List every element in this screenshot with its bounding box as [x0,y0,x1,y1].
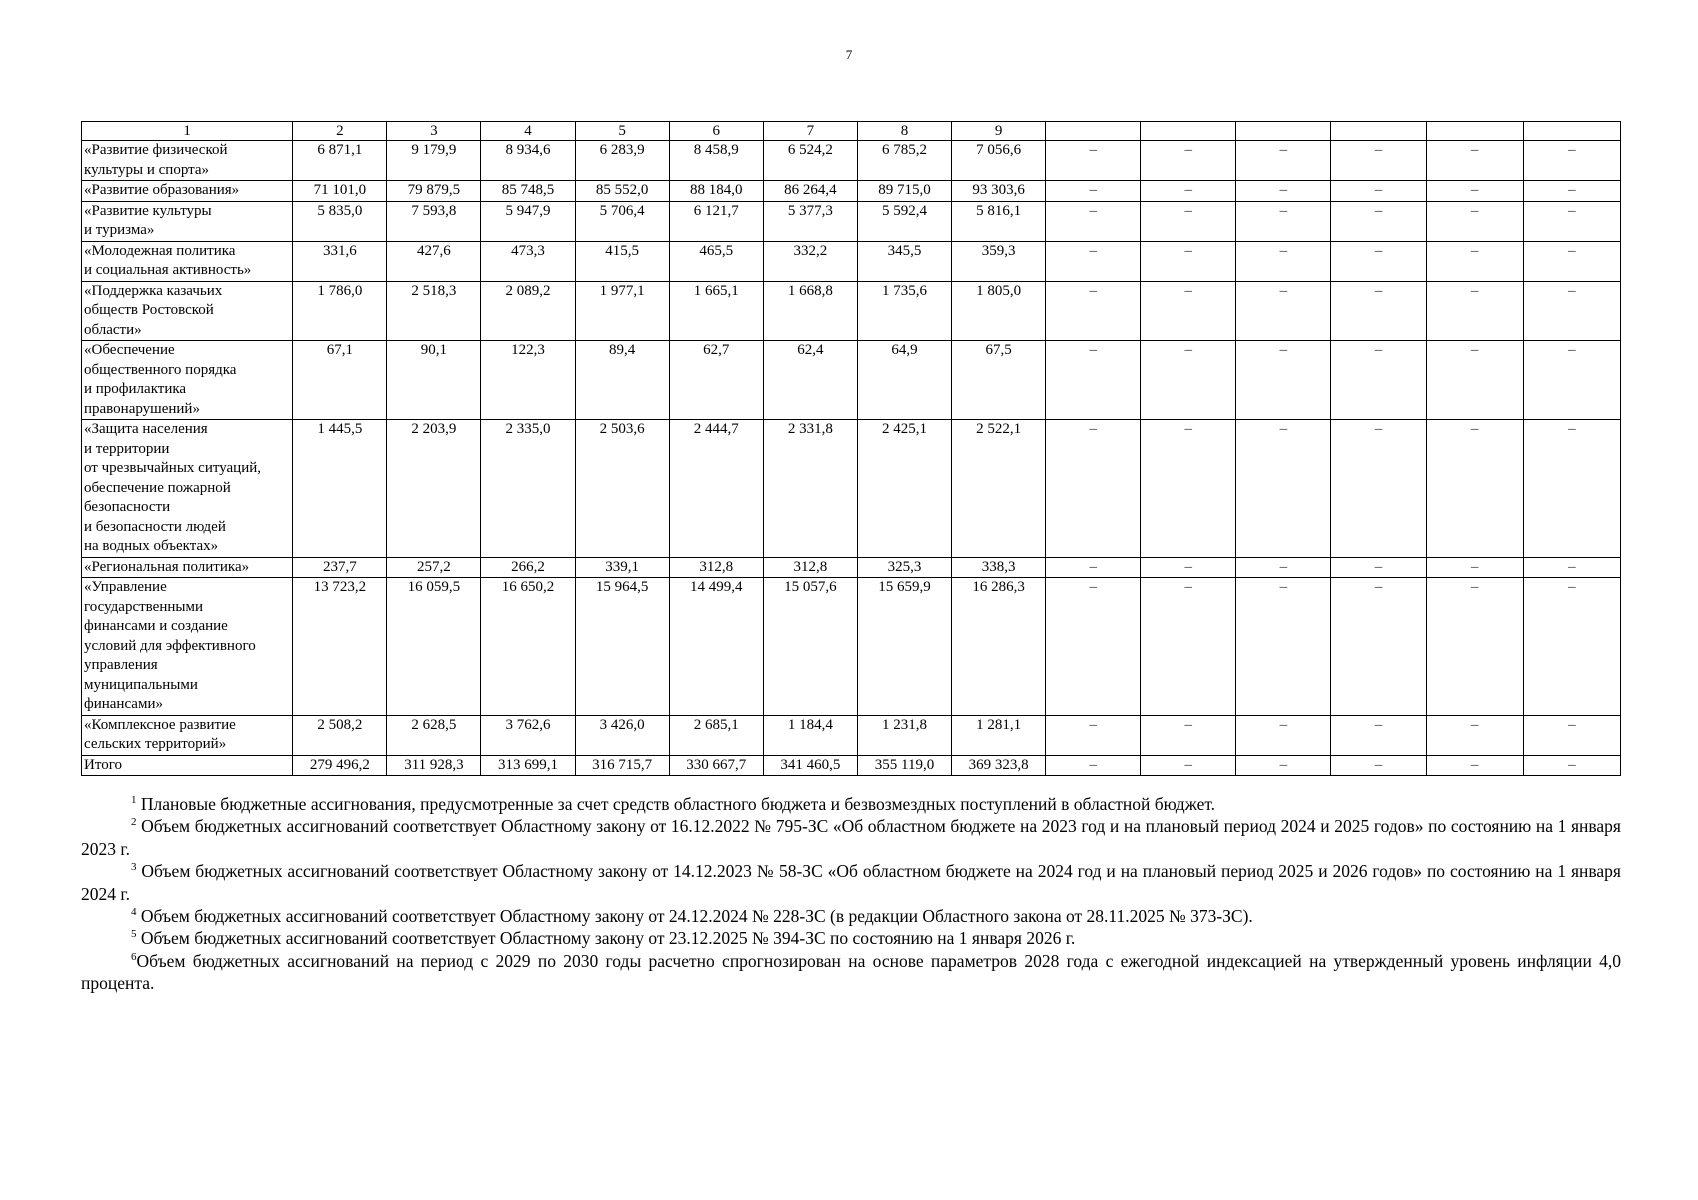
dash-cell: – [1046,181,1141,202]
dash-cell: – [1523,281,1620,341]
program-name-cell [82,755,293,776]
value-cell: 62,4 [763,341,857,420]
value-cell: 311 928,3 [387,755,481,776]
value-cell: 2 425,1 [857,420,951,558]
dash-cell: – [1426,715,1523,755]
dash-cell: – [1141,141,1236,181]
value-cell: 1 735,6 [857,281,951,341]
value-cell: 16 059,5 [387,578,481,716]
dash-cell: – [1141,181,1236,202]
dash-cell: – [1236,715,1331,755]
dash-cell: – [1046,241,1141,281]
column-header [1426,122,1523,141]
value-cell: 1 231,8 [857,715,951,755]
dash-cell: – [1331,715,1426,755]
value-cell: 5 816,1 [952,201,1046,241]
dash-cell: – [1523,341,1620,420]
program-name-line: муниципальными [84,676,198,693]
value-cell: 2 203,9 [387,420,481,558]
budget-table [81,121,1621,776]
dash-cell: – [1236,341,1331,420]
program-name-line: «Молодежная политика [84,242,236,259]
value-cell: 6 785,2 [857,141,951,181]
value-cell: 86 264,4 [763,181,857,202]
program-name-line: и туризма» [84,222,155,238]
program-name-cell [82,715,293,755]
value-cell: 331,6 [293,241,387,281]
dash-cell: – [1331,341,1426,420]
dash-cell: – [1523,755,1620,776]
value-cell: 89,4 [575,341,669,420]
column-header: 5 [575,122,669,141]
footnote [81,815,1621,860]
value-cell: 338,3 [952,557,1046,578]
program-name-line: государственными [84,598,203,615]
column-header [1046,122,1141,141]
dash-cell: – [1331,141,1426,181]
column-header: 8 [857,122,951,141]
dash-cell: – [1046,578,1141,716]
dash-cell: – [1236,181,1331,202]
value-cell: 359,3 [952,241,1046,281]
value-cell: 1 977,1 [575,281,669,341]
program-name-line: от чрезвычайных ситуаций, [84,460,261,476]
value-cell: 312,8 [763,557,857,578]
column-header [1523,122,1620,141]
value-cell: 2 503,6 [575,420,669,558]
value-cell: 79 879,5 [387,181,481,202]
value-cell: 427,6 [387,241,481,281]
value-cell: 122,3 [481,341,575,420]
table-row [82,715,1621,755]
dash-cell: – [1331,181,1426,202]
program-name-line: и профилактика [84,381,187,397]
dash-cell: – [1523,420,1620,558]
dash-cell: – [1426,141,1523,181]
value-cell: 1 786,0 [293,281,387,341]
table-row [82,201,1621,241]
value-cell: 5 835,0 [293,201,387,241]
value-cell: 330 667,7 [669,755,763,776]
value-cell: 1 445,5 [293,420,387,558]
value-cell: 465,5 [669,241,763,281]
value-cell: 1 805,0 [952,281,1046,341]
program-name-line: области» [84,321,142,338]
program-name-line: общественного порядка [84,361,237,378]
value-cell: 14 499,4 [669,578,763,716]
footnote-text: Объем бюджетных ассигнований соответствует Областному закону от 14.12.2023 № 58-ЗС «Об областном бюджете на 2024 год и на плановый период 2025 и 2026 годов» по состоянию на 1 января 2024 г. [81,861,1621,904]
table-header-row [82,122,1621,141]
footnote [81,793,1621,815]
dash-cell: – [1523,201,1620,241]
dash-cell: – [1236,578,1331,716]
value-cell: 15 659,9 [857,578,951,716]
value-cell: 15 964,5 [575,578,669,716]
value-cell: 2 508,2 [293,715,387,755]
footnote-mark: 3 [131,861,137,874]
dash-cell: – [1426,557,1523,578]
column-header: 6 [669,122,763,141]
program-name-line: культуры и спорта» [84,161,210,178]
footnote-mark: 5 [131,928,137,941]
value-cell: 16 650,2 [481,578,575,716]
table-body [82,122,1621,776]
dash-cell: – [1426,420,1523,558]
program-name-line: безопасности [84,499,171,515]
value-cell: 2 685,1 [669,715,763,755]
value-cell: 9 179,9 [387,141,481,181]
value-cell: 6 524,2 [763,141,857,181]
footnote-text: Объем бюджетных ассигнований соответствует Областному закону от 24.12.2024 № 228-ЗС (в редакции Областного закона от 28.11.2025 № 373-ЗС). [136,906,1253,927]
value-cell: 93 303,6 [952,181,1046,202]
dash-cell: – [1046,281,1141,341]
program-name-line: «Управление [84,579,167,595]
program-name-line: и территории [84,440,170,457]
value-cell: 415,5 [575,241,669,281]
value-cell: 8 934,6 [481,141,575,181]
program-name-line: правонарушений» [84,400,200,417]
table-row [82,141,1621,181]
dash-cell: – [1141,420,1236,558]
table-row [82,557,1621,578]
footnote-mark: 6 [131,951,137,964]
program-name-line: «Комплексное развитие [84,716,236,733]
value-cell: 1 281,1 [952,715,1046,755]
value-cell: 6 283,9 [575,141,669,181]
value-cell: 5 706,4 [575,201,669,241]
column-header: 7 [763,122,857,141]
dash-cell: – [1331,557,1426,578]
value-cell: 257,2 [387,557,481,578]
program-name-line: и социальная активность» [84,262,252,278]
value-cell: 85 552,0 [575,181,669,202]
value-cell: 2 331,8 [763,420,857,558]
table-row [82,755,1621,776]
program-name-line: «Региональная политика» [84,558,250,575]
program-name-cell [82,557,293,578]
dash-cell: – [1046,420,1141,558]
footnote [81,927,1621,949]
dash-cell: – [1523,141,1620,181]
footnote [81,950,1621,995]
dash-cell: – [1331,201,1426,241]
table-row [82,241,1621,281]
column-header [1331,122,1426,141]
dash-cell: – [1141,281,1236,341]
value-cell: 313 699,1 [481,755,575,776]
program-name-line: обществ Ростовской [84,302,214,318]
dash-cell: – [1141,241,1236,281]
value-cell: 5 592,4 [857,201,951,241]
program-name-cell [82,181,293,202]
footnote-text: Плановые бюджетные ассигнования, предусмотренные за счет средств областного бюджета и безвозмездных поступлений в областной бюджет. [136,794,1216,814]
value-cell: 316 715,7 [575,755,669,776]
dash-cell: – [1426,201,1523,241]
dash-cell: – [1426,341,1523,420]
program-name-line: «Защита населения [84,421,208,437]
value-cell: 7 593,8 [387,201,481,241]
dash-cell: – [1236,141,1331,181]
value-cell: 237,7 [293,557,387,578]
value-cell: 67,5 [952,341,1046,420]
program-name-line: финансами и создание [84,618,228,634]
value-cell: 16 286,3 [952,578,1046,716]
program-name-cell [82,241,293,281]
dash-cell: – [1523,557,1620,578]
value-cell: 1 665,1 [669,281,763,341]
value-cell: 7 056,6 [952,141,1046,181]
column-header: 2 [293,122,387,141]
value-cell: 2 522,1 [952,420,1046,558]
value-cell: 64,9 [857,341,951,420]
value-cell: 2 628,5 [387,715,481,755]
column-header: 1 [82,122,293,141]
value-cell: 15 057,6 [763,578,857,716]
column-header [1236,122,1331,141]
dash-cell: – [1523,578,1620,716]
dash-cell: – [1046,141,1141,181]
dash-cell: – [1236,241,1331,281]
value-cell: 2 089,2 [481,281,575,341]
program-name-line: «Развитие физической [84,142,228,158]
dash-cell: – [1523,181,1620,202]
value-cell: 90,1 [387,341,481,420]
value-cell: 473,3 [481,241,575,281]
value-cell: 345,5 [857,241,951,281]
program-name-cell [82,420,293,558]
dash-cell: – [1426,241,1523,281]
program-name-cell [82,281,293,341]
footnote-text: Объем бюджетных ассигнований на период с 2029 по 2030 годы расчетно спрогнозирован на основе параметров 2028 года с ежегодной индексацией на утвержденный уровень инфляции 4,0 процента. [81,950,1621,994]
program-name-line: управления [84,657,158,673]
column-header: 4 [481,122,575,141]
value-cell: 3 426,0 [575,715,669,755]
dash-cell: – [1331,241,1426,281]
dash-cell: – [1523,241,1620,281]
value-cell: 85 748,5 [481,181,575,202]
value-cell: 88 184,0 [669,181,763,202]
program-name-line: «Поддержка казачьих [84,282,223,299]
value-cell: 341 460,5 [763,755,857,776]
value-cell: 2 444,7 [669,420,763,558]
program-name-cell [82,141,293,181]
footnote-text: Объем бюджетных ассигнований соответствует Областному закону от 16.12.2022 № 795-ЗС «Об областном бюджете на 2023 год и на плановый период 2024 и 2025 годов» по состоянию на 1 января 2023 г. [81,816,1621,859]
dash-cell: – [1141,557,1236,578]
program-name-line: обеспечение пожарной [84,479,231,496]
value-cell: 8 458,9 [669,141,763,181]
footnote-mark: 4 [131,906,137,919]
value-cell: 3 762,6 [481,715,575,755]
program-name-line: финансами» [84,696,163,712]
program-name-line: «Развитие культуры [84,202,212,219]
program-name-cell [82,578,293,716]
value-cell: 71 101,0 [293,181,387,202]
page-number: 7 [845,47,853,62]
dash-cell: – [1046,557,1141,578]
program-name-line: на водных объектах» [84,538,219,554]
value-cell: 67,1 [293,341,387,420]
dash-cell: – [1331,755,1426,776]
table-row [82,420,1621,558]
value-cell: 89 715,0 [857,181,951,202]
dash-cell: – [1426,755,1523,776]
value-cell: 1 668,8 [763,281,857,341]
value-cell: 2 518,3 [387,281,481,341]
value-cell: 6 121,7 [669,201,763,241]
dash-cell: – [1046,201,1141,241]
value-cell: 5 377,3 [763,201,857,241]
dash-cell: – [1046,715,1141,755]
dash-cell: – [1236,420,1331,558]
value-cell: 279 496,2 [293,755,387,776]
value-cell: 5 947,9 [481,201,575,241]
dash-cell: – [1141,715,1236,755]
value-cell: 1 184,4 [763,715,857,755]
footnote [81,860,1621,905]
footnote-text: Объем бюджетных ассигнований соответствует Областному закону от 23.12.2025 № 394-ЗС по состоянию на 1 января 2026 г. [136,928,1076,949]
value-cell: 339,1 [575,557,669,578]
program-name-cell [82,201,293,241]
column-header: 9 [952,122,1046,141]
column-header [1141,122,1236,141]
dash-cell: – [1141,201,1236,241]
footnote [81,905,1621,927]
footnote-mark: 2 [131,816,137,829]
dash-cell: – [1331,420,1426,558]
dash-cell: – [1046,341,1141,420]
dash-cell: – [1046,755,1141,776]
value-cell: 13 723,2 [293,578,387,716]
value-cell: 355 119,0 [857,755,951,776]
value-cell: 62,7 [669,341,763,420]
program-name-line: «Развитие образования» [84,182,240,198]
dash-cell: – [1331,578,1426,716]
value-cell: 325,3 [857,557,951,578]
dash-cell: – [1141,341,1236,420]
table-row [82,341,1621,420]
value-cell: 2 335,0 [481,420,575,558]
dash-cell: – [1331,281,1426,341]
footnotes [81,793,1621,995]
footnote-mark: 1 [131,794,137,807]
dash-cell: – [1426,181,1523,202]
table-row [82,281,1621,341]
dash-cell: – [1236,201,1331,241]
dash-cell: – [1141,578,1236,716]
value-cell: 369 323,8 [952,755,1046,776]
dash-cell: – [1426,281,1523,341]
program-name-line: «Обеспечение [84,342,175,358]
value-cell: 6 871,1 [293,141,387,181]
program-name-line: сельских территорий» [84,736,227,752]
dash-cell: – [1236,755,1331,776]
dash-cell: – [1523,715,1620,755]
program-name-line: и безопасности людей [84,518,226,535]
dash-cell: – [1236,281,1331,341]
value-cell: 312,8 [669,557,763,578]
dash-cell: – [1141,755,1236,776]
program-name-line: условий для эффективного [84,637,256,654]
value-cell: 266,2 [481,557,575,578]
table-row [82,578,1621,716]
dash-cell: – [1236,557,1331,578]
program-name-line: Итого [84,756,122,773]
dash-cell: – [1426,578,1523,716]
program-name-cell [82,341,293,420]
column-header: 3 [387,122,481,141]
value-cell: 332,2 [763,241,857,281]
table-row [82,181,1621,202]
